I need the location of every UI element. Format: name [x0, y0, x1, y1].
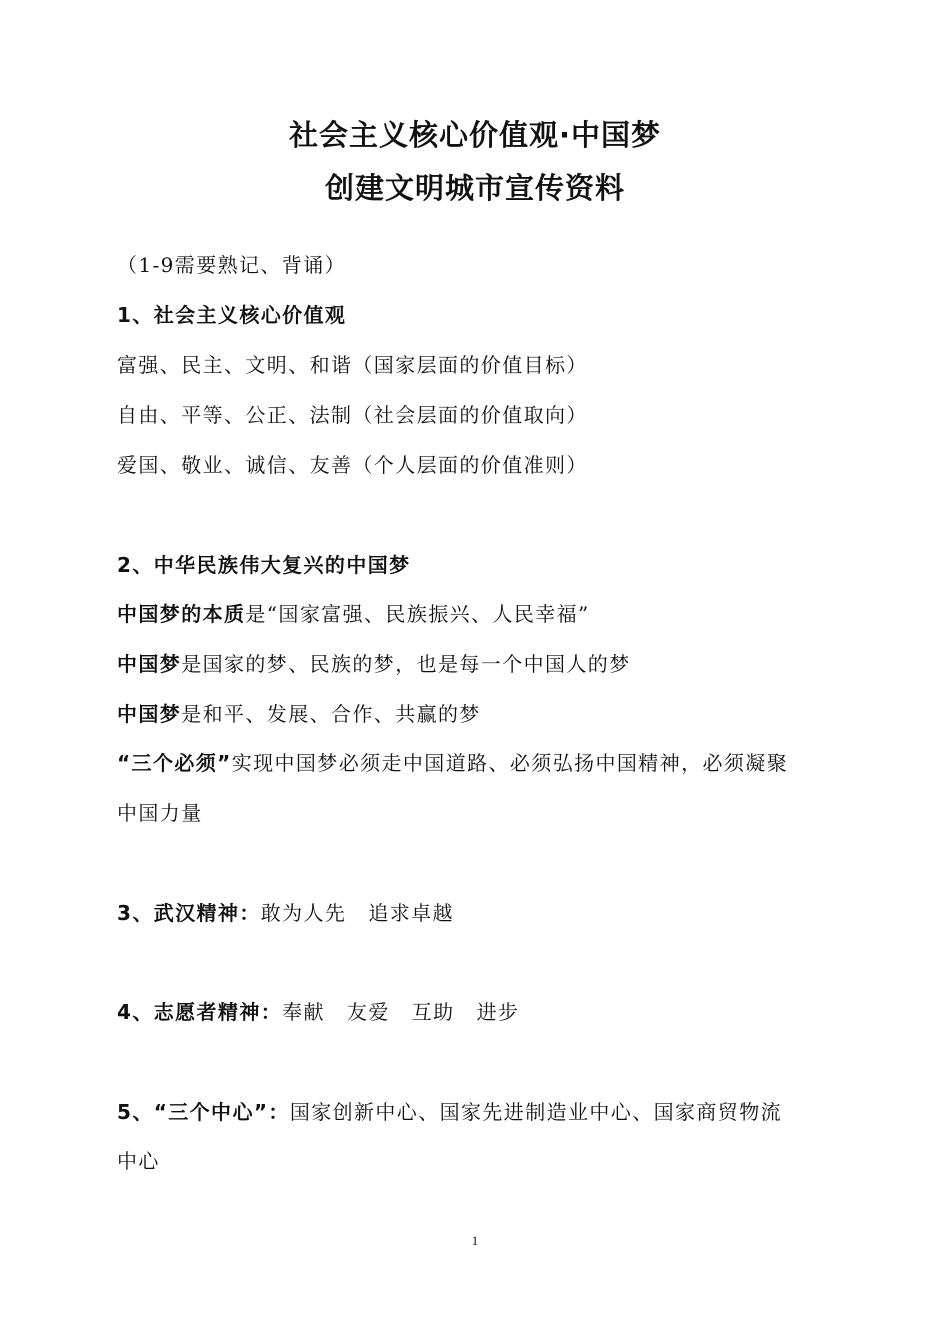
three-centers-continued: 中心	[117, 1149, 160, 1173]
section-5	[117, 1096, 782, 1125]
china-dream-people	[117, 648, 631, 677]
section-4	[117, 996, 519, 1025]
three-musts-text: 实现中国梦必须走中国道路、必须弘扬中国精神，必须凝聚	[231, 751, 789, 775]
values-personal: 爱国、敬业、诚信、友善（个人层面的价值准则）	[117, 453, 588, 477]
three-centers-text: 国家创新中心、国家先进制造业中心、国家商贸物流	[289, 1100, 783, 1124]
document-title: 社会主义核心价值观·中国梦	[288, 118, 662, 152]
china-dream-peace-text: 是和平、发展、合作、共赢的梦	[181, 702, 481, 726]
three-musts-continued: 中国力量	[117, 801, 203, 825]
memorize-note: （1-9需要熟记、背诵）	[117, 253, 347, 277]
volunteer-spirit-item: 友爱	[346, 1000, 390, 1024]
volunteer-spirit-item: 奉献	[282, 1000, 325, 1024]
page-number: 1	[471, 1233, 479, 1248]
china-dream-people-text: 是国家的梦、民族的梦，也是每一个中国人的梦	[181, 652, 631, 676]
china-dream-essence	[117, 598, 590, 627]
china-dream-peace	[117, 698, 481, 727]
three-musts-label: “三个必须”	[117, 751, 232, 775]
volunteer-spirit-item: 进步	[476, 1000, 520, 1024]
section-1-heading: 1、社会主义核心价值观	[117, 303, 347, 327]
three-centers-label: 5、“三个中心”：	[117, 1100, 290, 1124]
values-social: 自由、平等、公正、法制（社会层面的价值取向）	[117, 403, 588, 427]
document-subtitle: 创建文明城市宣传资料	[324, 171, 625, 205]
section-2-heading: 2、中华民族伟大复兴的中国梦	[117, 553, 411, 577]
volunteer-spirit-item: 互助	[411, 1000, 455, 1024]
wuhan-spirit-item: 追求卓越	[368, 901, 454, 925]
volunteer-spirit-label: 4、志愿者精神：	[117, 1000, 283, 1024]
china-dream-essence-text: 是“国家富强、民族振兴、人民幸福”	[245, 602, 590, 626]
china-dream-essence-label: 中国梦的本质	[117, 602, 246, 626]
wuhan-spirit-item: 敢为人先	[260, 901, 347, 925]
three-musts	[117, 747, 788, 776]
section-3	[117, 897, 454, 926]
values-national: 富强、民主、文明、和谐（国家层面的价值目标）	[117, 353, 588, 377]
china-dream-label: 中国梦	[117, 652, 182, 676]
wuhan-spirit-label: 3、武汉精神：	[117, 901, 261, 925]
china-dream-label: 中国梦	[117, 702, 182, 726]
